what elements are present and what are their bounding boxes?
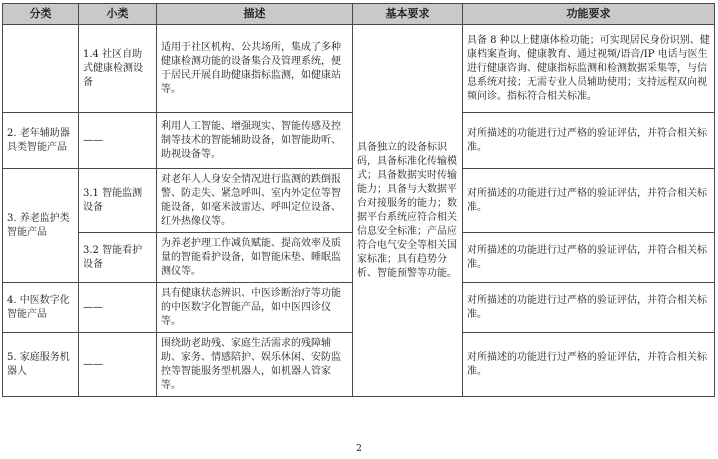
function-cell: 对所描述的功能进行过严格的验证评估，并符合相关标准。 bbox=[463, 233, 715, 283]
description-cell: 利用人工智能、增强现实、智能传感及控制等技术的智能辅助设备，如智能助听、助视设备等。 bbox=[157, 113, 353, 169]
category-cell bbox=[3, 25, 79, 113]
category-cell: 3. 养老监护类智能产品 bbox=[3, 169, 79, 283]
category-cell: 5. 家庭服务机器人 bbox=[3, 333, 79, 397]
table-header-row bbox=[3, 4, 715, 25]
function-cell: 对所描述的功能进行过严格的验证评估，并符合相关标准。 bbox=[463, 283, 715, 333]
description-cell: 对老年人人身安全情况进行监测的跌倒报警、防走失、紧急呼叫、室内外定位等智能设备，如毫米波雷达、呼叫定位设备、红外热像仪等。 bbox=[157, 169, 353, 233]
header-basic-requirement: 基本要求 bbox=[353, 4, 463, 25]
category-cell: 2. 老年辅助器具类智能产品 bbox=[3, 113, 79, 169]
header-subcategory: 小类 bbox=[79, 4, 157, 25]
function-cell: 对所描述的功能进行过严格的验证评估，并符合相关标准。 bbox=[463, 333, 715, 397]
function-cell: 具备 8 种以上健康体检功能；可实现居民身份识别、健康档案查询、健康教育、通过视频/语音/IP 电话与医生进行健康咨询、健康指标监测和检测数据采集等，与信息系统对接；无需专业人员辅助使用；支持远程双向视频问诊。指标符合相关标准。 bbox=[463, 25, 715, 113]
category-cell: 4. 中医数字化智能产品 bbox=[3, 283, 79, 333]
header-function-requirement: 功能要求 bbox=[463, 4, 715, 25]
function-cell: 对所描述的功能进行过严格的验证评估，并符合相关标准。 bbox=[463, 169, 715, 233]
subcategory-cell: 1.4 社区自助式健康检测设备 bbox=[79, 25, 157, 113]
description-cell: 具有健康状态辨识、中医诊断治疗等功能的中医数字化智能产品，如中医四诊仪等。 bbox=[157, 283, 353, 333]
table-row bbox=[3, 25, 715, 113]
page-number: 2 bbox=[356, 444, 362, 454]
subcategory-cell: —— bbox=[79, 283, 157, 333]
function-cell: 对所描述的功能进行过严格的验证评估，并符合相关标准。 bbox=[463, 113, 715, 169]
description-cell: 适用于社区机构、公共场所，集成了多种健康检测功能的设备集合及管理系统，便于居民开展自助健康指标监测，如健康站等。 bbox=[157, 25, 353, 113]
subcategory-cell: 3.2 智能看护设备 bbox=[79, 233, 157, 283]
header-description: 描述 bbox=[157, 4, 353, 25]
subcategory-cell: 3.1 智能监测设备 bbox=[79, 169, 157, 233]
requirements-table bbox=[2, 3, 715, 397]
header-category: 分类 bbox=[3, 4, 79, 25]
basic-requirement-cell: 具备独立的设备标识码，具备标准化传输模式；具备数据实时传输能力；具备与大数据平台对接服务的能力；数据平台系统应符合相关信息安全标准；产品应符合电气安全等相关国家标准；具有趋势分析、智能预警等功能。 bbox=[353, 25, 463, 397]
subcategory-cell: —— bbox=[79, 113, 157, 169]
description-cell: 为养老护理工作减负赋能、提高效率及质量的智能看护设备，如智能床垫、睡眠监测仪等。 bbox=[157, 233, 353, 283]
description-cell: 围绕助老助残、家庭生活需求的残障辅助、家务、情感陪护、娱乐休闲、安防监控等智能服务型机器人，如机器人管家等。 bbox=[157, 333, 353, 397]
subcategory-cell: —— bbox=[79, 333, 157, 397]
